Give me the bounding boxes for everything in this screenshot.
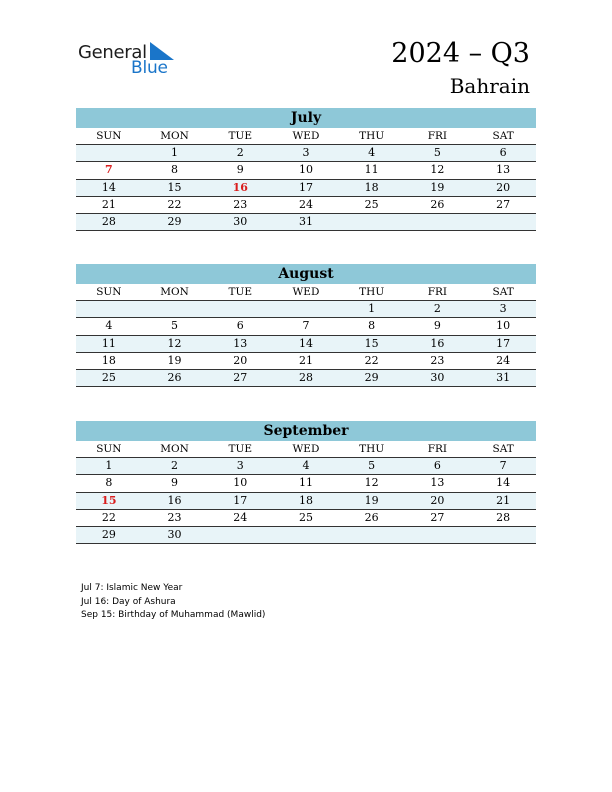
- weekday-header: THU: [339, 128, 405, 145]
- weekday-header: FRI: [405, 284, 471, 301]
- week-row: [76, 179, 536, 196]
- day-cell: 28: [76, 214, 142, 231]
- day-cell: 19: [405, 179, 471, 196]
- day-cell: 13: [470, 162, 536, 179]
- day-cell: 21: [76, 196, 142, 213]
- day-cell: 6: [405, 458, 471, 475]
- country-name: Bahrain: [449, 74, 530, 98]
- day-cell: 1: [339, 301, 405, 318]
- day-cell: 18: [339, 179, 405, 196]
- day-cell: 12: [142, 335, 208, 352]
- month-title: September: [76, 421, 536, 441]
- day-cell: 21: [470, 492, 536, 509]
- day-cell: 31: [470, 370, 536, 387]
- holiday-notes: [81, 582, 265, 623]
- day-cell: 27: [470, 196, 536, 213]
- day-cell: 10: [470, 318, 536, 335]
- month-september: [76, 421, 536, 544]
- day-cell: 17: [273, 179, 339, 196]
- day-cell: [405, 527, 471, 544]
- holiday-note: Sep 15: Birthday of Muhammad (Mawlid): [81, 610, 266, 620]
- day-cell: 1: [142, 145, 208, 162]
- day-cell: [76, 145, 142, 162]
- day-cell: 25: [273, 509, 339, 526]
- day-cell: 11: [339, 162, 405, 179]
- day-cell: 12: [339, 475, 405, 492]
- day-cell: 16: [207, 179, 273, 196]
- logo: [78, 40, 178, 80]
- day-cell: 14: [470, 475, 536, 492]
- weekday-header: THU: [339, 441, 405, 458]
- week-row: [76, 301, 536, 318]
- week-row: [76, 370, 536, 387]
- day-cell: 3: [470, 301, 536, 318]
- week-row: [76, 162, 536, 179]
- calendar-table: [76, 441, 536, 544]
- day-cell: 4: [339, 145, 405, 162]
- logo-general-text: General: [78, 42, 147, 63]
- weekday-header: SUN: [76, 441, 142, 458]
- day-cell: 10: [207, 475, 273, 492]
- day-cell: 12: [405, 162, 471, 179]
- day-cell: 8: [76, 475, 142, 492]
- month-title: July: [76, 108, 536, 128]
- day-cell: 29: [339, 370, 405, 387]
- week-row: [76, 458, 536, 475]
- day-cell: [207, 301, 273, 318]
- day-cell: 22: [142, 196, 208, 213]
- month-august: [76, 264, 536, 387]
- week-row: [76, 509, 536, 526]
- week-row: [76, 145, 536, 162]
- month-title: August: [76, 264, 536, 284]
- day-cell: 24: [273, 196, 339, 213]
- day-cell: 4: [273, 458, 339, 475]
- day-cell: 23: [405, 352, 471, 369]
- weekday-header: TUE: [207, 284, 273, 301]
- day-cell: 15: [339, 335, 405, 352]
- day-cell: [470, 214, 536, 231]
- day-cell: 2: [207, 145, 273, 162]
- weekday-header: SAT: [470, 128, 536, 145]
- day-cell: 6: [207, 318, 273, 335]
- day-cell: [273, 527, 339, 544]
- weekday-header: SAT: [470, 441, 536, 458]
- day-cell: 15: [142, 179, 208, 196]
- day-cell: [405, 214, 471, 231]
- weekday-header: WED: [273, 284, 339, 301]
- day-cell: 28: [273, 370, 339, 387]
- page-title: 2024 – Q3: [391, 38, 530, 69]
- day-cell: 26: [142, 370, 208, 387]
- day-cell: 13: [405, 475, 471, 492]
- day-cell: 25: [339, 196, 405, 213]
- day-cell: 5: [142, 318, 208, 335]
- day-cell: [142, 301, 208, 318]
- day-cell: 7: [76, 162, 142, 179]
- day-cell: [339, 527, 405, 544]
- week-row: [76, 335, 536, 352]
- day-cell: [76, 301, 142, 318]
- day-cell: 5: [339, 458, 405, 475]
- day-cell: 27: [405, 509, 471, 526]
- day-cell: 11: [76, 335, 142, 352]
- day-cell: 2: [405, 301, 471, 318]
- day-cell: 6: [470, 145, 536, 162]
- day-cell: 9: [405, 318, 471, 335]
- day-cell: 8: [339, 318, 405, 335]
- week-row: [76, 492, 536, 509]
- day-cell: 23: [142, 509, 208, 526]
- day-cell: 17: [207, 492, 273, 509]
- day-cell: 14: [76, 179, 142, 196]
- weekday-header: WED: [273, 128, 339, 145]
- day-cell: 13: [207, 335, 273, 352]
- weekday-header: MON: [142, 441, 208, 458]
- month-july: [76, 108, 536, 231]
- holiday-note: Jul 7: Islamic New Year: [81, 583, 183, 593]
- weekday-header: WED: [273, 441, 339, 458]
- day-cell: 26: [339, 509, 405, 526]
- weekday-header: SUN: [76, 284, 142, 301]
- day-cell: 5: [405, 145, 471, 162]
- weekday-header: FRI: [405, 441, 471, 458]
- day-cell: 9: [142, 475, 208, 492]
- week-row: [76, 475, 536, 492]
- day-cell: 22: [339, 352, 405, 369]
- day-cell: 16: [142, 492, 208, 509]
- weekday-header: MON: [142, 128, 208, 145]
- day-cell: 1: [76, 458, 142, 475]
- weekday-header: THU: [339, 284, 405, 301]
- day-cell: 19: [142, 352, 208, 369]
- day-cell: 28: [470, 509, 536, 526]
- day-cell: 8: [142, 162, 208, 179]
- day-cell: 26: [405, 196, 471, 213]
- weekday-header: FRI: [405, 128, 471, 145]
- logo-blue-text: Blue: [131, 58, 168, 78]
- day-cell: 20: [470, 179, 536, 196]
- day-cell: 7: [470, 458, 536, 475]
- day-cell: 31: [273, 214, 339, 231]
- day-cell: [470, 527, 536, 544]
- week-row: [76, 352, 536, 369]
- day-cell: 4: [76, 318, 142, 335]
- day-cell: 20: [207, 352, 273, 369]
- day-cell: 17: [470, 335, 536, 352]
- day-cell: 18: [273, 492, 339, 509]
- day-cell: 30: [142, 527, 208, 544]
- day-cell: 18: [76, 352, 142, 369]
- day-cell: 21: [273, 352, 339, 369]
- day-cell: [339, 214, 405, 231]
- day-cell: 27: [207, 370, 273, 387]
- day-cell: 7: [273, 318, 339, 335]
- day-cell: 2: [142, 458, 208, 475]
- day-cell: 16: [405, 335, 471, 352]
- weekday-header: SUN: [76, 128, 142, 145]
- weekday-header: MON: [142, 284, 208, 301]
- day-cell: 24: [207, 509, 273, 526]
- day-cell: 25: [76, 370, 142, 387]
- week-row: [76, 214, 536, 231]
- day-cell: [273, 301, 339, 318]
- day-cell: [207, 527, 273, 544]
- weekday-header: TUE: [207, 128, 273, 145]
- day-cell: 20: [405, 492, 471, 509]
- day-cell: 3: [207, 458, 273, 475]
- day-cell: 24: [470, 352, 536, 369]
- day-cell: 30: [207, 214, 273, 231]
- day-cell: 23: [207, 196, 273, 213]
- calendar-table: [76, 284, 536, 387]
- day-cell: 29: [76, 527, 142, 544]
- day-cell: 15: [76, 492, 142, 509]
- day-cell: 19: [339, 492, 405, 509]
- week-row: [76, 318, 536, 335]
- day-cell: 3: [273, 145, 339, 162]
- day-cell: 22: [76, 509, 142, 526]
- day-cell: 29: [142, 214, 208, 231]
- day-cell: 11: [273, 475, 339, 492]
- day-cell: 30: [405, 370, 471, 387]
- day-cell: 10: [273, 162, 339, 179]
- calendar-table: [76, 128, 536, 231]
- week-row: [76, 527, 536, 544]
- day-cell: 9: [207, 162, 273, 179]
- holiday-note: Jul 16: Day of Ashura: [81, 596, 176, 607]
- weekday-header: SAT: [470, 284, 536, 301]
- day-cell: 14: [273, 335, 339, 352]
- weekday-header: TUE: [207, 441, 273, 458]
- week-row: [76, 196, 536, 213]
